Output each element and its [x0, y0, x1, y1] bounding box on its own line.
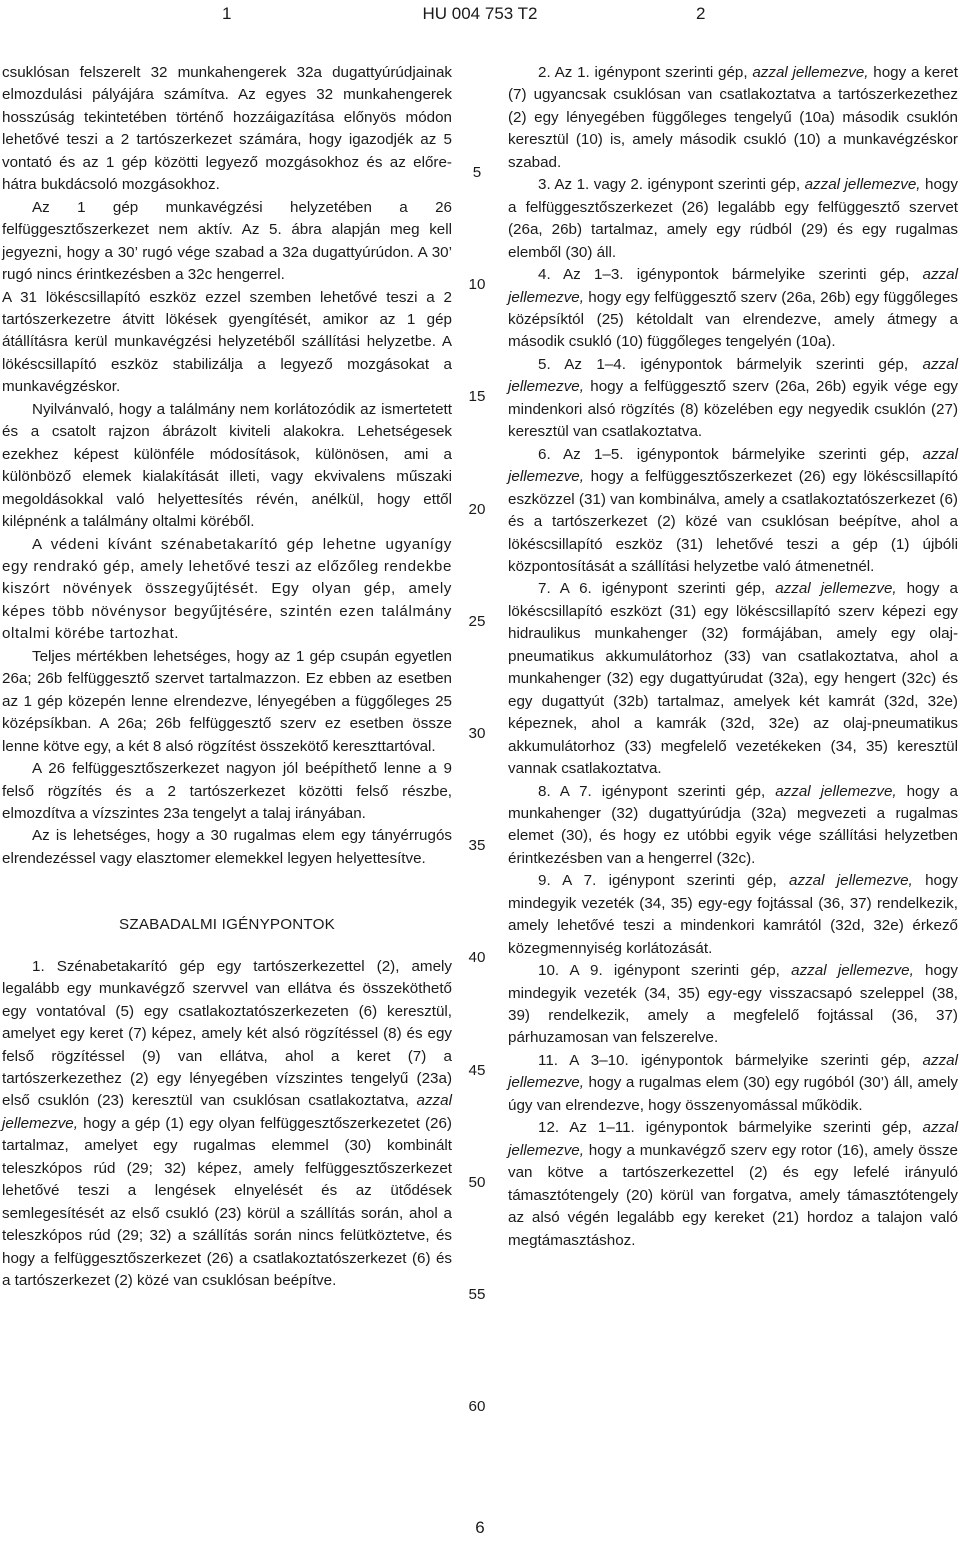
claim-emphasis: azzal jellemezve, — [2, 1092, 452, 1132]
line-number: 35 — [468, 837, 486, 855]
line-number: 45 — [468, 1061, 486, 1079]
paragraph: Nyilvánvaló, hogy a találmány nem korlátozódik az ismertetett és a csatolt rajzon ábrázolt kiviteli alakokra. Lehetségesek ezekhez képest különféle módosítások, különösen, ami a különböző elemek kialakítását illeti, vagy ekvivalens műszaki megoldásokkal való helyettesítés révén, anélkül, hogy ettől kilépnénk a találmány oltalmi köréből. — [2, 400, 452, 531]
header-page-right: 2 — [696, 4, 706, 23]
paragraph: csuklósan felszerelt 32 munkahengerek 32a dugattyúrúdjainak elmozdulási pályájára számítva. Az egyes 32 munkahengerek hosszúság tekintetében történő hozzáigazítása előnyös módon lehetővé teszi a 2 tartószerkezet számára, hogy igazodjék az 5 vontató és az 1 gép közötti legyező mozgásokhoz és az előre-hátra bukdácsoló mozgásokhoz. — [2, 64, 452, 194]
paragraph: A védeni kívánt szénabetakarító gép lehetne ugyanígy egy rendrakó gép, amely lehetővé teszi az előzőleg rendekbe kiszórt növények összegyűjtését. Egy olyan gép, amely képes több növénysor begyűjtésére, szintén ezen találmány oltalmi körébe tartozhat. — [2, 535, 452, 643]
claim-9 — [508, 870, 958, 960]
claim-4 — [508, 264, 958, 354]
claim-emphasis: azzal jellemezve, — [791, 962, 914, 980]
line-number: 30 — [468, 725, 486, 742]
claim-5 — [508, 354, 958, 444]
claim-3 — [508, 174, 958, 264]
claim-intro: 7. A 6. igénypont szerinti gép, — [538, 580, 766, 598]
paragraph: Az is lehetséges, hogy a 30 rugalmas elem egy tányérrugós elrendezéssel vagy elasztomer elemekkel legyen helyettesítve. — [2, 827, 452, 867]
claim-emphasis: azzal jellemezve, — [775, 782, 897, 800]
claim-emphasis: azzal jellemezve, — [804, 176, 921, 194]
line-number: 15 — [468, 388, 486, 406]
claim-intro: 4. Az 1–3. igénypontok bármelyike szerinti gép, — [538, 266, 910, 284]
claims-list — [508, 62, 958, 1252]
claim-intro: 9. A 7. igénypont szerinti gép, — [538, 872, 777, 890]
left-column — [2, 62, 452, 1293]
page-header — [0, 0, 960, 40]
footer-page-number: 6 — [475, 1518, 485, 1537]
paragraph: A 26 felfüggesztőszerkezet nagyon jól beépíthető lenne a 9 felső rögzítés és a 2 tartószerkezet közötti felső részbe, elmozdítva a vízszintes 23a tengelyt a talaj irányában. — [2, 760, 452, 822]
claim-text: hogy a munkahenger (32) dugattyúrúdja (32a) megvezeti a rugalmas elemet (30), és hogy ez utóbbi egyik vége szállítási helyzetben érintkezésben van a hengerrel (32c). — [508, 782, 958, 867]
claim-8 — [508, 781, 958, 871]
line-number: 60 — [468, 1398, 486, 1416]
claim-emphasis: azzal jellemezve, — [508, 1051, 958, 1092]
claim-text: hogy a felfüggesztő szerv (26a, 26b) egyik vége egy mindenkori alsó rögzítés (8) közelében egy negyedik csuklón (27) keresztül van csatlakoztatva. — [508, 378, 958, 441]
claim-7 — [508, 578, 958, 780]
line-number: 5 — [472, 164, 482, 181]
claim-intro: 6. Az 1–5. igénypontok bármelyike szerinti gép, — [538, 445, 910, 463]
header-patent-number: HU 004 753 T2 — [422, 4, 538, 23]
claim-text: hogy egy felfüggesztő szerv (26a, 26b) egy függőleges középsíktól (25) kétoldalt van elrendezve, amely átmegy a második csukló (10) függőleges tengelyén (10a). — [508, 288, 958, 351]
right-column — [508, 62, 958, 1252]
claim-emphasis: azzal jellemezve, — [508, 355, 958, 396]
claim-text: hogy a felfüggesztőszerkezet (26) egy lökéscsillapító eszközzel (31) van kombinálva, amely a csatlakoztatószerkezet (6) és a tartószerkezet (2) közé van csuklósan beépítve, ahol a lökéscsillapító eszköz (31) lehetővé teszi a gép (1) újbóli központosítását a szállítási helyzetbe való átmenetnél. — [508, 468, 958, 575]
claim-emphasis: azzal jellemezve, — [789, 872, 913, 890]
claim-text: Szénabetakarító gép egy tartószerkezettel (2), amely legalább egy munkavégző szervvel van ellátva és összeköthető egy vontatóval (5) egy csatlakoztatószerkezeten (6) keresztül, amelyet egy keret (7) képez, amely két alsó rögzítéssel (8) és egy felső rögzítéssel (9) van ellátva, ahol a keret (7) a tartószerkezethez (2) egy lényegében vízszintes tengelyű (23a) első csuklón (23) keresztül van csuklósan csatlakoztatva, — [2, 957, 452, 1110]
paragraph: Teljes mértékben lehetséges, hogy az 1 gép csupán egyetlen 26a; 26b felfüggesztő szervet tartalmazzon. Ez ebben az esetben az 1 gép közepén lenne elrendezve, lényegében a függőleges 25 középsíkban. A 26a; 26b felfüggesztő szerv ez esetben össze lenne kötve egy, a két 8 alsó rögzítést összekötő kereszttartóval. — [2, 647, 452, 755]
claim-text: hogy a keret (7) ugyancsak csuklósan van csatlakoztatva a tartószerkezethez (2) egy lényegében függőleges tengelyű (10a) második csuklón keresztül (10) is, amely második csukló (10) a munkavégzéskor szabad. — [508, 64, 958, 171]
claim-emphasis: azzal jellemezve, — [508, 445, 958, 486]
line-number: 40 — [468, 949, 486, 967]
claim-intro: 2. Az 1. igénypont szerinti gép, — [538, 64, 748, 81]
claim-text: hogy a munkavégző szerv egy rotor (16), amely össze van kötve a tartószerkezettel (2) és egy lefelé irányuló támasztótengely (20) körül van forgatva, amely támasztótengely az alsó végén legalább egy kereket (21) hordoz a talajon való megtámasztáshoz. — [508, 1141, 958, 1249]
claim-intro: 11. A 3–10. igénypontok bármelyike szerinti gép, — [538, 1051, 911, 1069]
claim-emphasis: azzal jellemezve, — [508, 1119, 958, 1159]
claims-heading: SZABADALMI IGÉNYPONTOK — [119, 916, 335, 934]
claim-2 — [508, 62, 958, 174]
line-number: 55 — [468, 1286, 486, 1303]
claim-intro: 12. Az 1–11. igénypontok bármelyike szerinti gép, — [538, 1119, 912, 1137]
line-number: 10 — [468, 276, 486, 294]
claim-intro: 10. A 9. igénypont szerinti gép, — [538, 962, 780, 980]
claim-12 — [508, 1117, 958, 1252]
claim-6 — [508, 444, 958, 579]
line-number: 20 — [468, 500, 486, 518]
claim-emphasis: azzal jellemezve, — [508, 266, 958, 306]
claim-text: hogy mindegyik vezeték (34, 35) egy-egy visszacsapó szeleppel (38, 39) rendelkezik, amely a megfelelő fojtással (36, 37) párhuzamosan van felszerelve. — [508, 962, 958, 1047]
paragraph: A 31 lökéscsillapító eszköz ezzel szemben lehetővé teszi a 2 tartószerkezetre átvitt lökések gyengítését, amikor az 1 gép átállításra kerül munkavégzési helyzetéből szállítási helyzetbe. A lökéscsillapító eszköz stabilizálja a legyező mozgásokat a munkavégzéskor. — [2, 288, 452, 396]
claim-1 — [2, 956, 452, 1293]
claim-text: hogy a felfüggesztőszerkezet (26) legalább egy felfüggesztő szervet (26a, 26b) tartalmaz, amely egy rúdból (29) és egy rugalmas elemből (30) áll. — [508, 176, 958, 261]
claim-text: hogy a gép (1) egy olyan felfüggesztőszerkezetet (26) tartalmaz, amelyet egy rugalmas elemmel (30) kombinált teleszkópos rúd (29; 32) képez, amely felfüggesztőszerkezet lehetővé teszi a lengések elnyelését és az ütődések semlegesítését az első csukló (23) körül a szállítás során, ahol a teleszkópos rúd (29; 32) a szállítás során nincs felütköztetve, és hogy a felfüggesztőszerkezet (26) a csatlakoztatószerkezet (6) és a tartószerkezet (2) közé van csuklósan beépítve. — [2, 1114, 452, 1290]
claim-10 — [508, 960, 958, 1050]
claim-text: hogy mindegyik vezeték (34, 35) egy-egy fojtással (36, 37) rendelkezik, amely lehetővé teszi a mindenkori kamrától (32d, 32e) érkező közegmennyiség korlátozását. — [508, 872, 958, 957]
claim-11 — [508, 1050, 958, 1117]
claim-intro: 3. Az 1. vagy 2. igénypont szerinti gép, — [538, 176, 801, 194]
claim-number: 1. — [32, 957, 45, 975]
claim-emphasis: azzal jellemezve, — [775, 580, 897, 598]
claim-text: hogy a lökéscsillapító eszközt (31) egy lökéscsillapító szerv képezi egy hidraulikus munkahenger (32) formájában, amely egy olaj-pneumatikus akkumulátorhoz (33) van csatlakoztatva, ahol a munkahenger (32) egy dugattyúrudat (32a), egy hengert (32c) és egy dugattyút (32b) tartalmaz, amelyek két kamrát (32d, 32e) képeznek, ahol a kamrák (32d, 32e) az olaj-pneumatikus akkumulátorhoz (33) megfelelő vezetékeken (34, 35) keresztül vannak csatlakoztatva. — [508, 580, 958, 778]
claim-text: hogy a rugalmas elem (30) egy rugóból (30’) áll, amely úgy van elrendezve, hogy összenyomással működik. — [508, 1074, 958, 1114]
claim-intro: 5. Az 1–4. igénypontok bármelyik szerinti gép, — [538, 355, 909, 373]
claim-emphasis: azzal jellemezve, — [752, 64, 869, 81]
line-number: 25 — [468, 612, 486, 630]
header-page-left: 1 — [222, 4, 232, 23]
claim-intro: 8. A 7. igénypont szerinti gép, — [538, 782, 766, 800]
line-number: 50 — [468, 1173, 486, 1191]
paragraph: Az 1 gép munkavégzési helyzetében a 26 felfüggesztőszerkezet nem aktív. Az 5. ábra alapján meg kell jegyezni, hogy a 30’ rugó vége szabad a 32a dugattyúrúdon. A 30’ rugó nincs érintkezésben a 32c hengerrel. — [2, 198, 452, 284]
